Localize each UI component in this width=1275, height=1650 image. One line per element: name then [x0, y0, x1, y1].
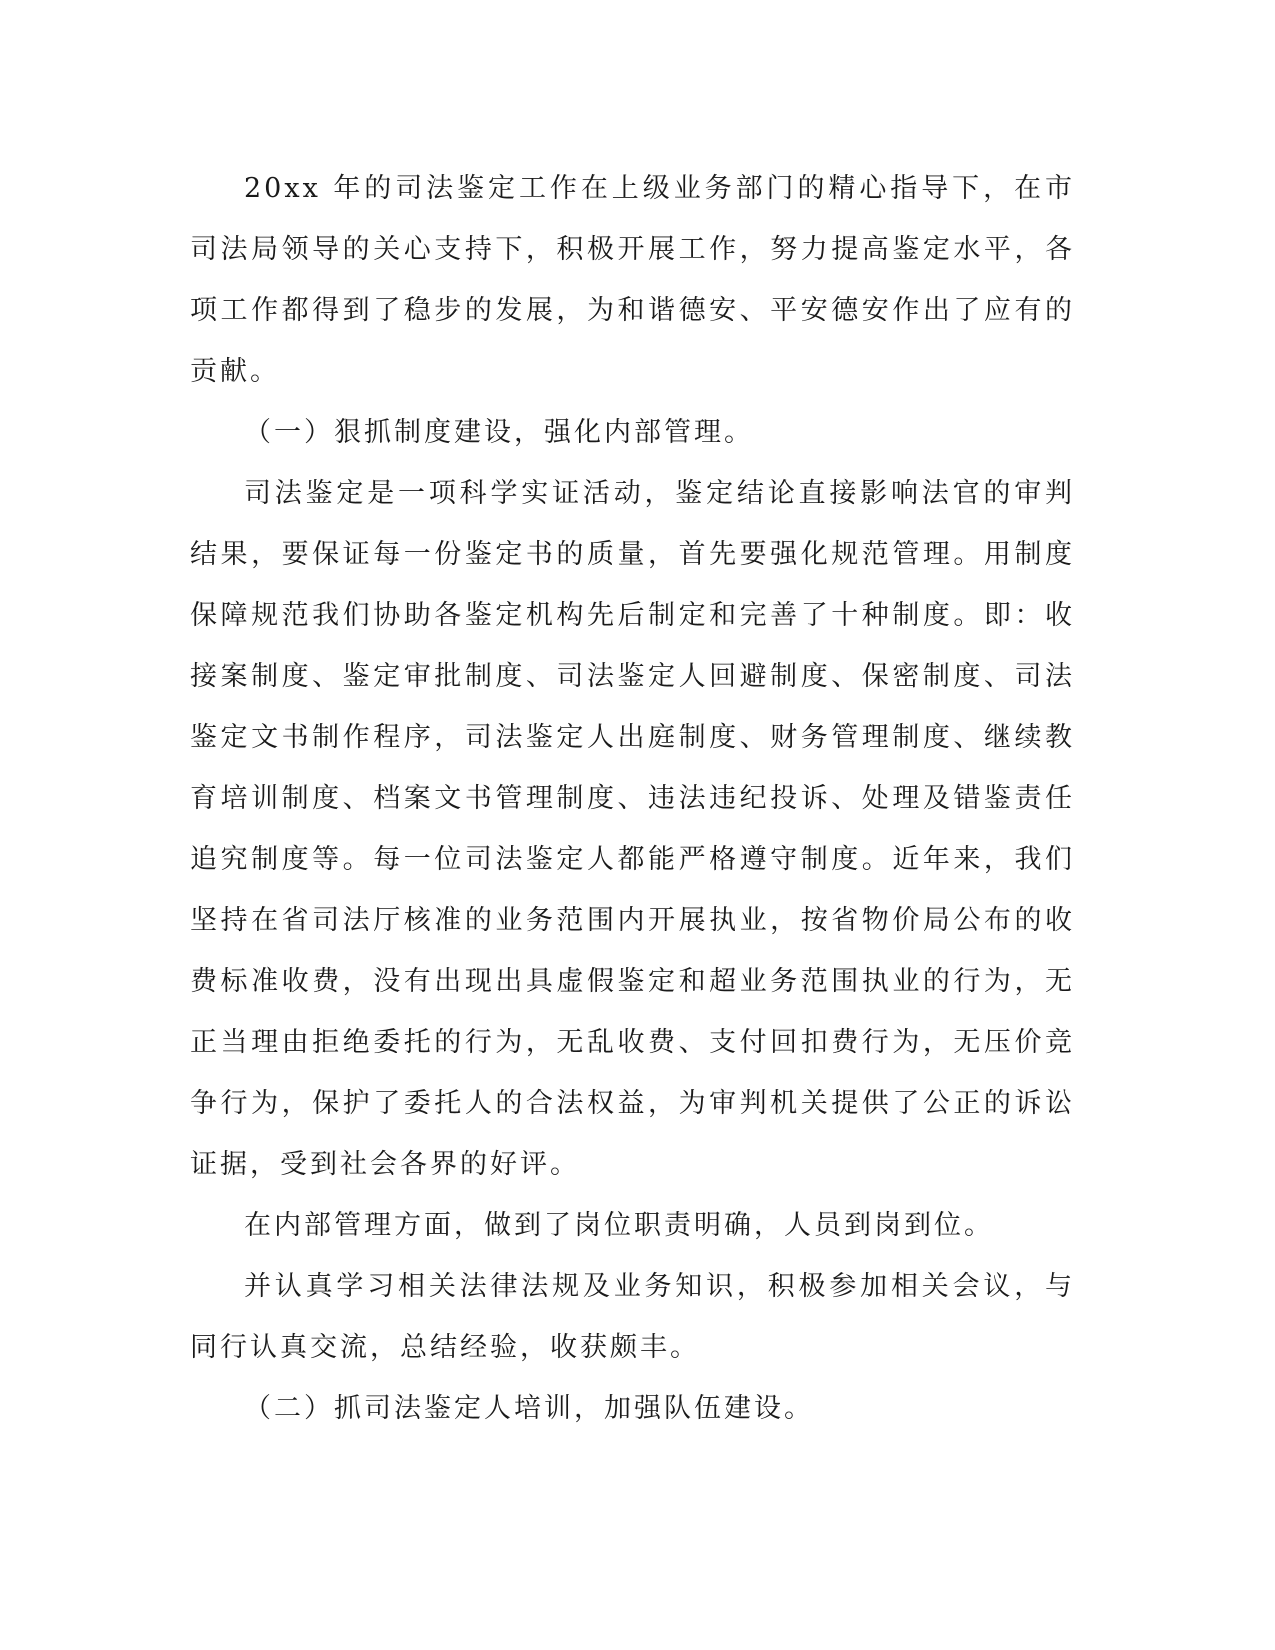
paragraph-intro: 20xx 年的司法鉴定工作在上级业务部门的精心指导下，在市司法局领导的关心支持下，积极开展工作，努力提高鉴定水平，各项工作都得到了稳步的发展，为和谐德安、平安德安作出了应有的贡献。 — [190, 173, 1075, 387]
section-heading-1: （一）狠抓制度建设，强化内部管理。 — [244, 417, 754, 448]
paragraph-study-exchange: 并认真学习相关法律法规及业务知识，积极参加相关会议，与同行认真交流，总结经验，收获颇丰。 — [190, 1271, 1075, 1363]
paragraph-internal-management: 在内部管理方面，做到了岗位职责明确，人员到岗到位。 — [244, 1210, 994, 1241]
paragraph-system-building: 司法鉴定是一项科学实证活动，鉴定结论直接影响法官的审判结果，要保证每一份鉴定书的质量，首先要强化规范管理。用制度保障规范我们协助各鉴定机构先后制定和完善了十种制度。即：收接案制度、鉴定审批制度、司法鉴定人回避制度、保密制度、司法鉴定文书制作程序，司法鉴定人出庭制度、财务管理制度、继续教育培训制度、档案文书管理制度、违法违纪投诉、处理及错鉴责任追究制度等。每一位司法鉴定人都能严格遵守制度。近年来，我们坚持在省司法厅核准的业务范围内开展执业，按省物价局公布的收费标准收费，没有出现出具虚假鉴定和超业务范围执业的行为，无正当理由拒绝委托的行为，无乱收费、支付回扣费行为，无压价竞争行为，保护了委托人的合法权益，为审判机关提供了公正的诉讼证据，受到社会各界的好评。 — [190, 478, 1075, 1180]
section-heading-2: （二）抓司法鉴定人培训，加强队伍建设。 — [244, 1393, 814, 1424]
document-body — [190, 158, 1075, 1439]
